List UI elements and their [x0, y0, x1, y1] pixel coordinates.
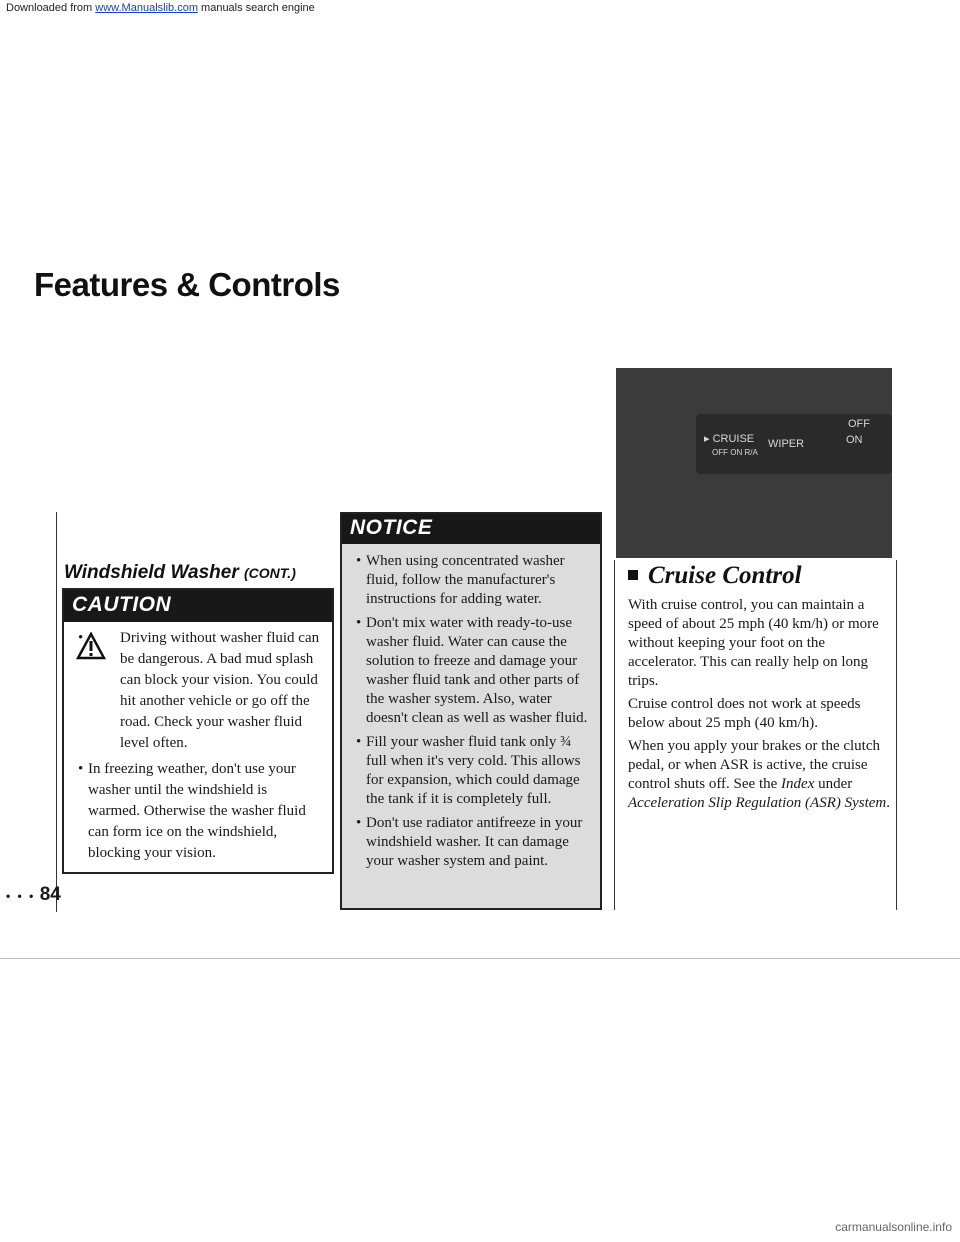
cruise-heading [648, 562, 802, 590]
caution-box [62, 588, 334, 874]
notice-text [356, 552, 594, 876]
caution-item: • Driving without washer fluid can be dangerous. A bad mud splash can block your vision. You could hit another vehicle or go off the road. Check your washer fluid level often. [78, 628, 322, 754]
header-prefix: Downloaded from [6, 2, 96, 14]
notice-label: NOTICE [350, 516, 433, 539]
footer-brand: carmanualsonline.info [835, 1220, 952, 1234]
page-title: Features & Controls [34, 266, 340, 303]
section-bullet-square [628, 570, 638, 580]
washer-heading [64, 562, 296, 584]
cruise-paragraph-2: Cruise control does not work at speeds below about 25 mph (40 km/h). [628, 696, 861, 731]
notice-box [340, 512, 602, 910]
notice-item: • When using concentrated washer fluid, follow the manufacturer's instructions for adding water. [356, 552, 594, 609]
notice-item: • Fill your washer fluid tank only ¾ full when it's very cold. This allows for expansion, which could damage the tank if it is completely full. [356, 733, 594, 809]
column-rule-right [614, 560, 615, 910]
page-number [6, 884, 61, 906]
page-number-value: 84 [39, 884, 61, 905]
cruise-text [628, 596, 890, 817]
caution-item: • In freezing weather, don't use your washer until the windshield is warmed. Otherwise the washer fluid can form ice on the windshield, blocking your vision. [78, 759, 322, 864]
cruise-heading-text: Cruise Control [648, 562, 802, 589]
photo-label-off: OFF [848, 418, 870, 430]
caution-text [78, 628, 322, 869]
cruise-paragraph-1: With cruise control, you can maintain a speed of about 25 mph (40 km/h) or more without keeping your foot on the accelerator. This can really help on long trips. [628, 597, 879, 689]
washer-heading-text: Windshield Washer [64, 562, 239, 583]
photo-label-wiper: WIPER [768, 438, 805, 450]
notice-item: • Don't mix water with ready-to-use washer fluid. Water can cause the solution to freeze and damage your washer fluid tank and other parts of the washer system. Also, water doesn't clean as well as washer fluid. [356, 614, 594, 728]
notice-item: • Don't use radiator antifreeze in your windshield washer. It can damage your washer system and paint. [356, 814, 594, 871]
page-number-dots: • • • [6, 889, 36, 903]
photo-label-cruise-sub: OFF ON R/A [712, 448, 758, 457]
footer-rule [0, 958, 960, 959]
column-rule-left [56, 512, 57, 912]
cruise-switch-photo [616, 368, 892, 558]
manualslib-link[interactable]: www.Manualslib.com [95, 2, 198, 14]
header-suffix: manuals search engine [197, 2, 315, 14]
notice-bar [342, 514, 600, 544]
photo-label-cruise: ▸ CRUISE [704, 433, 755, 445]
caution-bar [64, 590, 332, 622]
washer-heading-cont: (CONT.) [244, 565, 296, 581]
photo-label-on: ON [846, 434, 863, 446]
column-rule-far-right [896, 560, 897, 910]
download-header [6, 2, 315, 14]
caution-label: CAUTION [72, 593, 172, 616]
cruise-paragraph-3: When you apply your brakes or the clutch pedal, or when ASR is active, the cruise control shuts off. See the Index under Acceleration Slip Regulation (ASR) System. [628, 738, 891, 811]
